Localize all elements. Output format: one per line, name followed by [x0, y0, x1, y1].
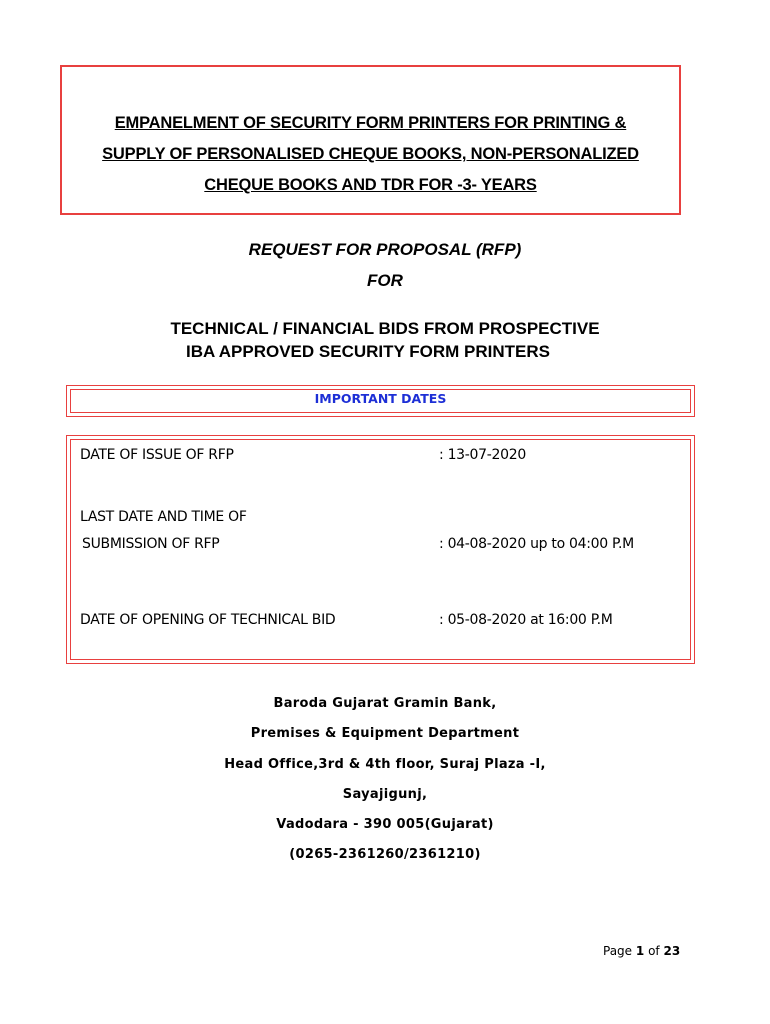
title-line-1: EMPANELMENT OF SECURITY FORM PRINTERS FOR PRINTING & [114, 114, 627, 132]
address-line-4: Sayajigunj, [342, 787, 428, 802]
submission-label-line-2: SUBMISSION OF RFP [82, 536, 220, 552]
page-word: Page [603, 944, 633, 958]
issue-date-value: : 13-07-2020 [439, 447, 526, 463]
current-page-number: 1 [635, 944, 645, 958]
address-line-3: Head Office,3rd & 4th floor, Suraj Plaza -I, [224, 757, 546, 772]
rfp-heading: REQUEST FOR PROPOSAL (RFP) [248, 240, 522, 259]
title-box [60, 65, 681, 215]
rfp-for: FOR [367, 271, 403, 290]
title-line-2: SUPPLY OF PERSONALISED CHEQUE BOOKS, NON-PERSONALIZED [102, 145, 639, 163]
of-word: of [648, 944, 660, 958]
issue-date-label: DATE OF ISSUE OF RFP [80, 447, 234, 463]
bids-line-1: TECHNICAL / FINANCIAL BIDS FROM PROSPECTIVE [170, 319, 600, 338]
page-number-footer [603, 944, 680, 958]
important-dates-header-box [66, 385, 695, 417]
address-line-2: Premises & Equipment Department [250, 726, 520, 741]
opening-date-label: DATE OF OPENING OF TECHNICAL BID [80, 612, 336, 628]
title-line-3: CHEQUE BOOKS AND TDR FOR -3- YEARS [204, 176, 537, 194]
address-line-5: Vadodara - 390 005(Gujarat) [276, 817, 494, 832]
important-dates-box [66, 435, 695, 664]
address-line-1: Baroda Gujarat Gramin Bank, [273, 696, 497, 711]
address-line-6: (0265-2361260/2361210) [289, 847, 481, 862]
opening-date-value: : 05-08-2020 at 16:00 P.M [439, 612, 613, 628]
important-dates-heading: IMPORTANT DATES [314, 391, 447, 406]
submission-label-line-1: LAST DATE AND TIME OF [80, 509, 247, 525]
submission-date-value: : 04-08-2020 up to 04:00 P.M [439, 536, 634, 552]
bids-line-2: IBA APPROVED SECURITY FORM PRINTERS [186, 342, 550, 361]
total-pages: 23 [663, 944, 681, 958]
